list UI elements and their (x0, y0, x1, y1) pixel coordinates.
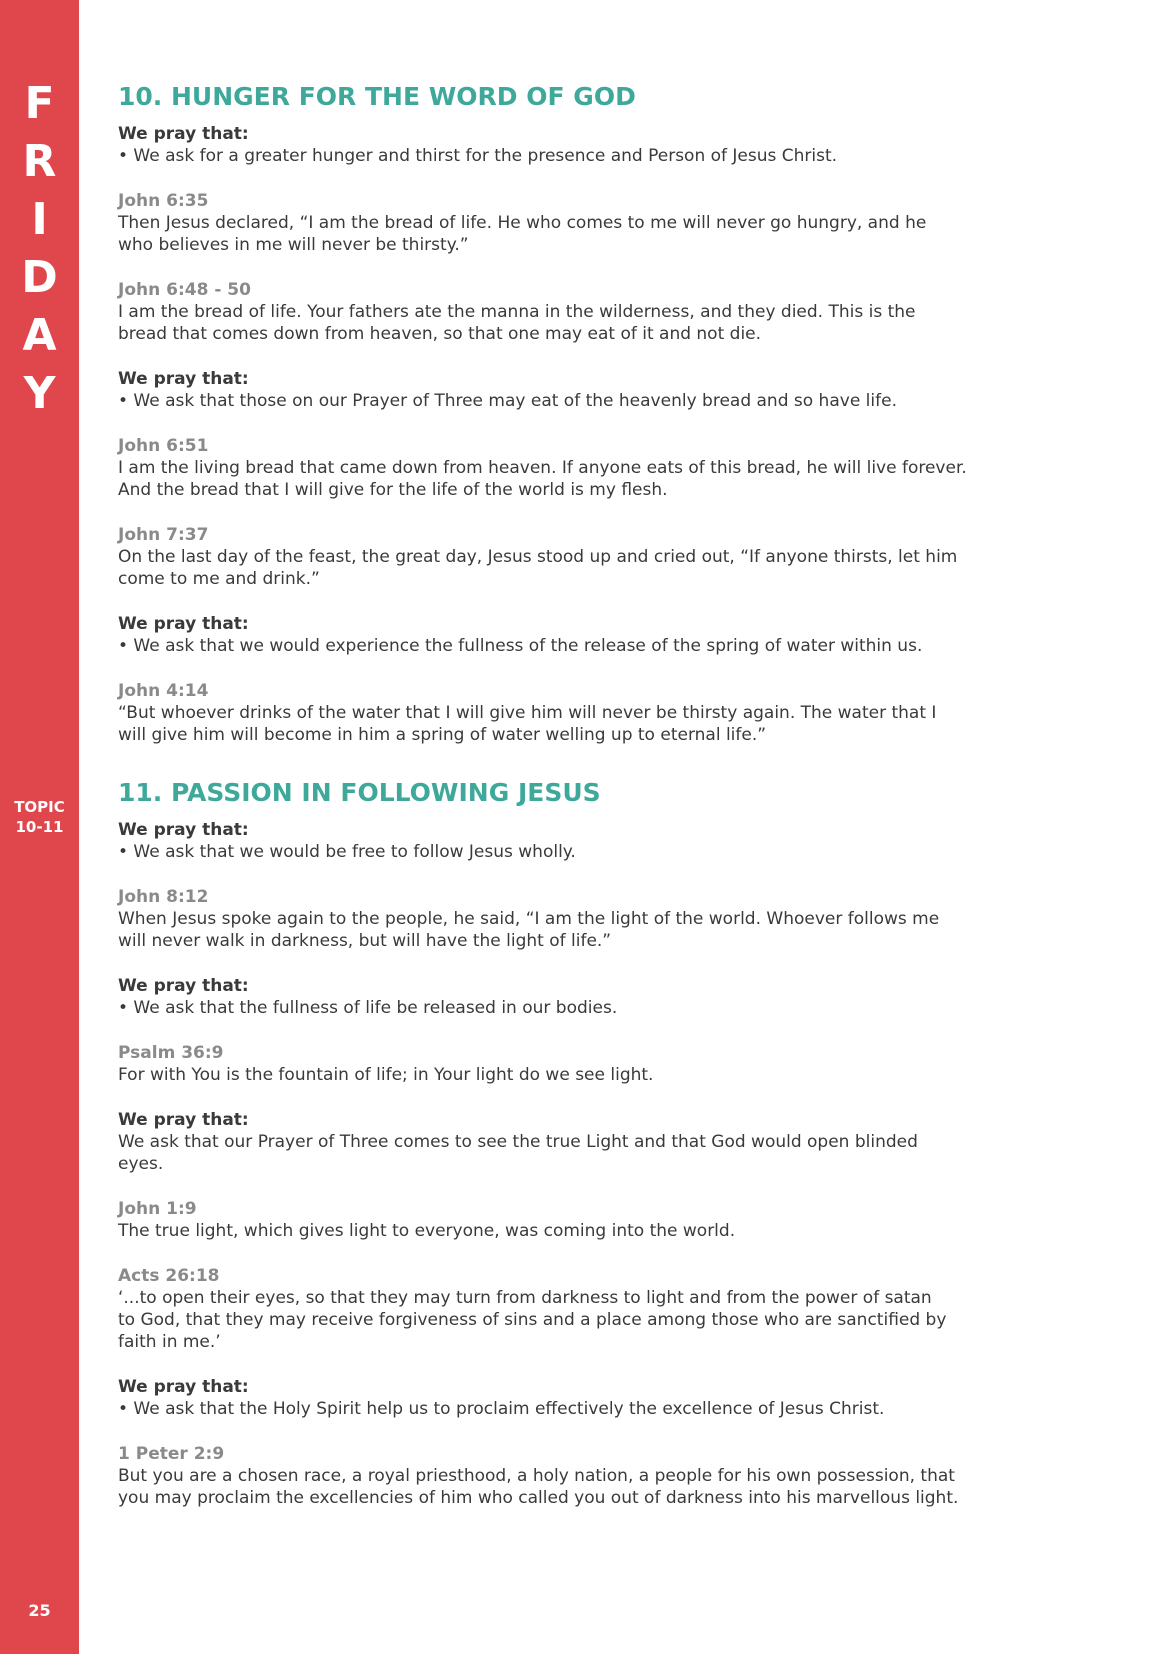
scripture-reference: 1 Peter 2:9 (118, 1444, 225, 1464)
scripture-text-line: ‘...to open their eyes, so that they may turn from darkness to light and from the power of satan (118, 1288, 932, 1308)
scripture-text-line: will never walk in darkness, but will have the light of life.” (118, 931, 612, 951)
scripture-block (118, 279, 1118, 345)
scripture-text-line: For with You is the fountain of life; in Your light do we see light. (118, 1065, 654, 1085)
day-letter: A (22, 310, 57, 361)
prayer-text-line: • We ask that the fullness of life be released in our bodies. (118, 998, 618, 1018)
scripture-text-line: “But whoever drinks of the water that I will give him will never be thirsty again. The water that I (118, 703, 937, 723)
prayer-text-line: eyes. (118, 1154, 164, 1174)
prayer-label: We pray that: (118, 1110, 249, 1130)
scripture-text-line: I am the bread of life. Your fathers ate the manna in the wilderness, and they died. This is the (118, 302, 916, 322)
prayer-block (118, 975, 1118, 1019)
scripture-text-line: But you are a chosen race, a royal priesthood, a holy nation, a people for his own possession, that (118, 1466, 955, 1486)
prayer-text-line: • We ask for a greater hunger and thirst for the presence and Person of Jesus Christ. (118, 146, 838, 166)
day-title (0, 75, 79, 423)
scripture-reference: John 1:9 (118, 1199, 197, 1219)
scripture-text-line: to God, that they may receive forgiveness of sins and a place among those who are sanctified by (118, 1310, 947, 1330)
prayer-label: We pray that: (118, 976, 249, 996)
prayer-block (118, 1109, 1118, 1175)
page-number: 25 (28, 1601, 51, 1620)
scripture-text-line: Then Jesus declared, “I am the bread of life. He who comes to me will never go hungry, and he (118, 213, 927, 233)
scripture-block (118, 1042, 1118, 1086)
prayer-label: We pray that: (118, 369, 249, 389)
prayer-label: We pray that: (118, 124, 249, 144)
scripture-reference: John 6:51 (118, 436, 209, 456)
day-letter: D (21, 252, 58, 303)
page-content (118, 76, 1118, 1509)
scripture-text-line: who believes in me will never be thirsty.” (118, 235, 469, 255)
day-letter: Y (23, 368, 56, 419)
prayer-block (118, 613, 1118, 657)
scripture-block (118, 1198, 1118, 1242)
scripture-text-line: come to me and drink.” (118, 569, 320, 589)
prayer-text-line: We ask that our Prayer of Three comes to see the true Light and that God would open blinded (118, 1132, 918, 1152)
prayer-block (118, 819, 1118, 863)
scripture-reference: John 7:37 (118, 525, 209, 545)
scripture-text-line: When Jesus spoke again to the people, he said, “I am the light of the world. Whoever follows me (118, 909, 940, 929)
section (118, 76, 1118, 746)
scripture-block (118, 886, 1118, 952)
prayer-block (118, 123, 1118, 167)
day-letter: I (31, 194, 48, 245)
scripture-text-line: bread that comes down from heaven, so that one may eat of it and not die. (118, 324, 762, 344)
prayer-text-line: • We ask that we would experience the fullness of the release of the spring of water within us. (118, 636, 923, 656)
prayer-block (118, 1376, 1118, 1420)
scripture-block (118, 190, 1118, 256)
scripture-reference: Acts 26:18 (118, 1266, 220, 1286)
scripture-block (118, 680, 1118, 746)
scripture-text-line: I am the living bread that came down from heaven. If anyone eats of this bread, he will live forever. (118, 458, 967, 478)
prayer-label: We pray that: (118, 1377, 249, 1397)
scripture-reference: John 6:35 (118, 191, 209, 211)
scripture-text-line: will give him will become in him a spring of water welling up to eternal life.” (118, 725, 767, 745)
scripture-reference: John 8:12 (118, 887, 209, 907)
prayer-text-line: • We ask that the Holy Spirit help us to proclaim effectively the excellence of Jesus Christ. (118, 1399, 885, 1419)
day-letter: F (24, 78, 55, 129)
scripture-reference: Psalm 36:9 (118, 1043, 224, 1063)
scripture-block (118, 1443, 1118, 1509)
topic-range: 10-11 (15, 818, 64, 836)
section-title: 11. PASSION IN FOLLOWING JESUS (118, 778, 601, 807)
scripture-reference: John 4:14 (118, 681, 209, 701)
scripture-text-line: On the last day of the feast, the great day, Jesus stood up and cried out, “If anyone thirsts, let him (118, 547, 958, 567)
section-title: 10. HUNGER FOR THE WORD OF GOD (118, 82, 636, 111)
scripture-block (118, 435, 1118, 501)
scripture-text-line: And the bread that I will give for the life of the world is my flesh. (118, 480, 668, 500)
day-letter: R (22, 136, 57, 187)
scripture-text-line: you may proclaim the excellencies of him who called you out of darkness into his marvellous light. (118, 1488, 959, 1508)
scripture-text-line: The true light, which gives light to everyone, was coming into the world. (118, 1221, 736, 1241)
topic-label-line: TOPIC (14, 798, 65, 816)
scripture-text-line: faith in me.’ (118, 1332, 221, 1352)
prayer-label: We pray that: (118, 820, 249, 840)
prayer-block (118, 368, 1118, 412)
scripture-block (118, 524, 1118, 590)
section (118, 772, 1118, 1509)
prayer-text-line: • We ask that we would be free to follow Jesus wholly. (118, 842, 576, 862)
topic-label (0, 797, 79, 837)
scripture-reference: John 6:48 - 50 (118, 280, 251, 300)
scripture-block (118, 1265, 1118, 1353)
prayer-text-line: • We ask that those on our Prayer of Three may eat of the heavenly bread and so have life. (118, 391, 897, 411)
sidebar (0, 0, 79, 1654)
prayer-label: We pray that: (118, 614, 249, 634)
